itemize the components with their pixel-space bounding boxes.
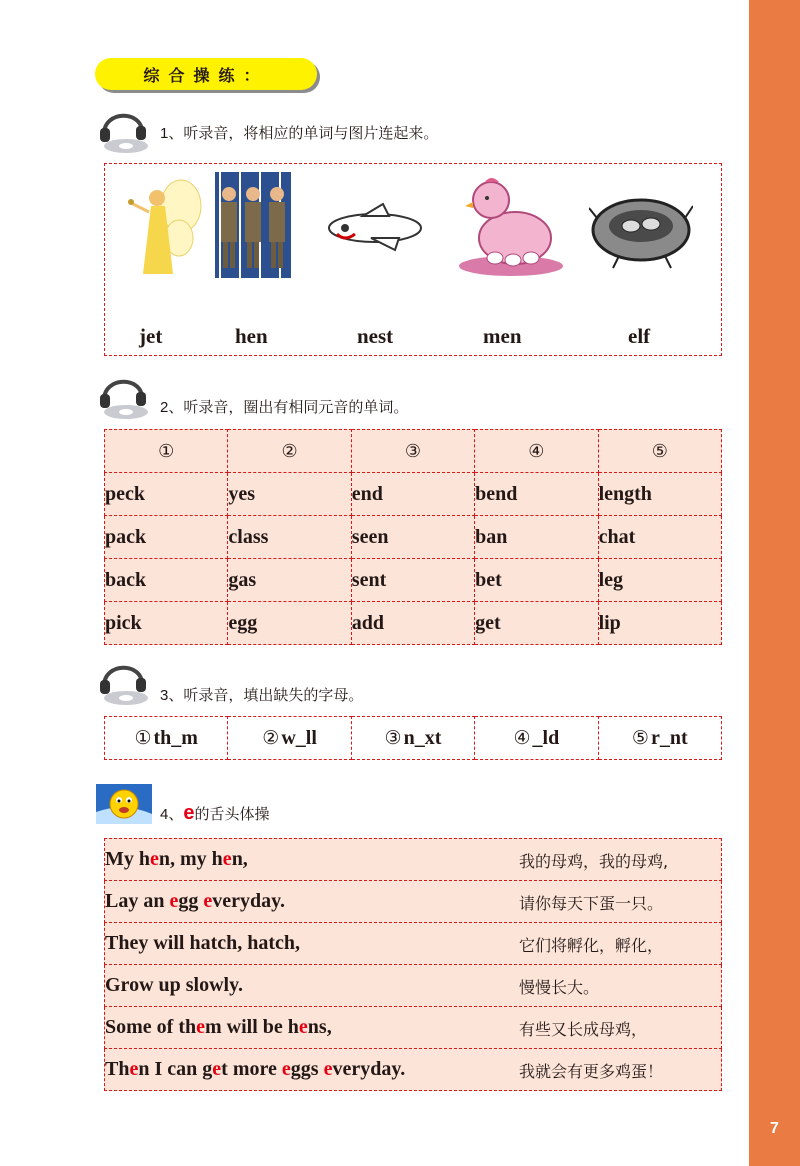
word-nest: nest (357, 324, 394, 348)
word-cell[interactable]: add (351, 602, 474, 645)
twister-row (105, 839, 722, 881)
fill-cell[interactable]: ④ _ld (475, 717, 598, 760)
section-banner: 综合操练： (95, 58, 317, 90)
q3-title: 3、听录音，填出缺失的字母。 (160, 686, 364, 704)
nest-picture (589, 178, 693, 270)
jet-picture (323, 202, 427, 254)
word-cell[interactable]: egg (228, 602, 351, 645)
word-cell[interactable]: lip (598, 602, 721, 645)
twister-row (105, 965, 722, 1007)
word-cell[interactable]: seen (351, 516, 474, 559)
english-line: Then I can get more eggs everyday. (105, 1058, 406, 1080)
word-cell[interactable]: pick (105, 602, 228, 645)
word-men: men (483, 324, 522, 348)
word-cell[interactable]: back (105, 559, 228, 602)
word-elf: elf (628, 324, 651, 348)
vowel-table (104, 429, 722, 645)
side-bar (749, 0, 800, 1166)
twister-row (105, 1049, 722, 1091)
english-line: Lay an egg everyday. (105, 890, 286, 912)
q4-title: 4、e的舌头体操 (160, 802, 270, 824)
word-cell[interactable]: leg (598, 559, 721, 602)
twister-row (105, 881, 722, 923)
column-header: ⑤ (598, 430, 721, 473)
word-cell[interactable]: end (351, 473, 474, 516)
column-header: ① (105, 430, 228, 473)
word-cell[interactable]: bet (475, 559, 598, 602)
table-row (105, 717, 722, 760)
column-header: ④ (475, 430, 598, 473)
fairy-picture (121, 176, 207, 280)
fill-cell[interactable]: ⑤ r_nt (598, 717, 721, 760)
table-row (105, 473, 722, 516)
word-jet: jet (139, 324, 163, 348)
word-cell[interactable]: bend (475, 473, 598, 516)
word-cell[interactable]: peck (105, 473, 228, 516)
english-line: Some of them will be hens, (105, 1016, 332, 1038)
word-cell[interactable]: gas (228, 559, 351, 602)
table-row (105, 559, 722, 602)
chinese-line: 它们将孵化，孵化， (519, 936, 664, 955)
column-header: ③ (351, 430, 474, 473)
headphones-icon (96, 370, 152, 420)
q1-title: 1、听录音，将相应的单词与图片连起来。 (160, 124, 439, 142)
twister-row (105, 1007, 722, 1049)
word-cell[interactable]: yes (228, 473, 351, 516)
chinese-line: 请你每天下蛋一只。 (519, 894, 664, 913)
headphones-icon (96, 656, 152, 706)
chinese-line: 慢慢长大。 (519, 978, 600, 997)
word-cell[interactable]: chat (598, 516, 721, 559)
chinese-line: 我的母鸡，我的母鸡, (519, 852, 669, 871)
word-cell[interactable]: get (475, 602, 598, 645)
fill-cell[interactable]: ② w_ll (228, 717, 351, 760)
twister-row (105, 923, 722, 965)
word-cell[interactable]: length (598, 473, 721, 516)
hen-picture (455, 174, 567, 278)
picture-box (104, 163, 722, 356)
english-line: They will hatch, hatch, (105, 932, 301, 954)
english-line: Grow up slowly. (105, 974, 243, 996)
page-number: 7 (770, 1120, 779, 1137)
missing-letter-table (104, 716, 722, 760)
fill-cell[interactable]: ③ n_xt (351, 717, 474, 760)
tongue-twister-table (104, 838, 722, 1091)
word-hen: hen (235, 324, 268, 348)
word-cell[interactable]: pack (105, 516, 228, 559)
fill-cell[interactable]: ① th_m (105, 717, 228, 760)
q2-title: 2、听录音，圈出有相同元音的单词。 (160, 398, 409, 416)
english-line: My hen, my hen, (105, 848, 248, 870)
column-header: ② (228, 430, 351, 473)
chinese-line: 我就会有更多鸡蛋！ (519, 1062, 664, 1081)
word-cell[interactable]: sent (351, 559, 474, 602)
table-row (105, 602, 722, 645)
smiley-icon (96, 784, 152, 824)
table-header-row (105, 430, 722, 473)
word-cell[interactable]: ban (475, 516, 598, 559)
chinese-line: 有些又长成母鸡， (519, 1020, 648, 1039)
table-row (105, 516, 722, 559)
headphones-icon (96, 104, 152, 154)
word-cell[interactable]: class (228, 516, 351, 559)
men-picture (215, 172, 291, 278)
